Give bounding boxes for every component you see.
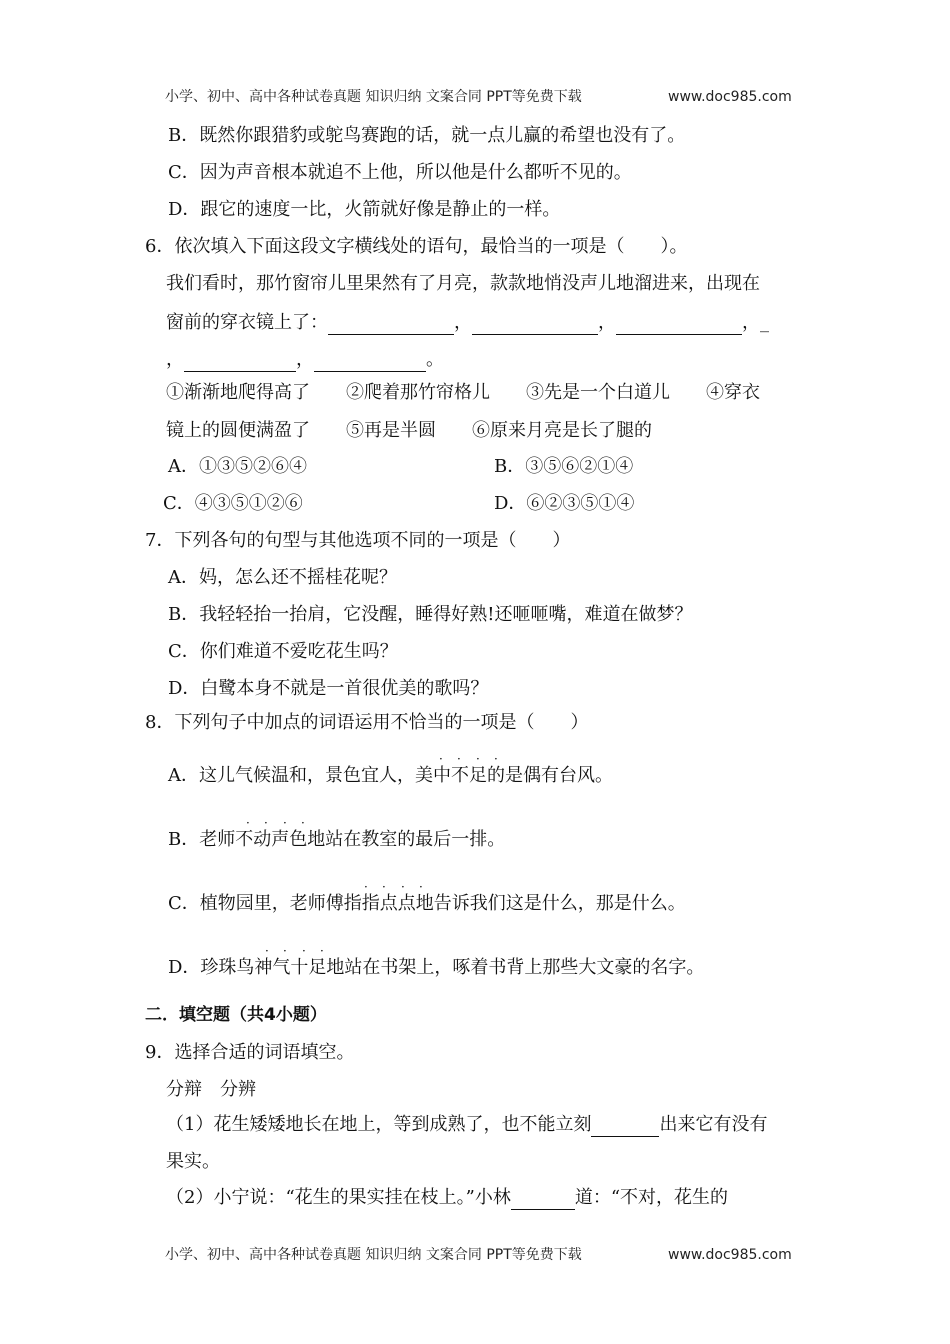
emphasis-dot: · (265, 944, 269, 958)
emphasis-dot: · (439, 752, 443, 766)
q6-blank-5[interactable] (314, 353, 426, 372)
q6-option-a: A．①③⑤②⑥④ (168, 456, 307, 477)
q5-option-c: C．因为声音根本就追不上他，所以他是什么都听不见的。 (168, 162, 632, 183)
q6-items-line1: ①渐渐地爬得高了 ②爬着那竹帘格儿 ③先是一个白道儿 ④穿衣 (166, 382, 760, 403)
emphasis-dot: · (246, 816, 250, 830)
q8-option-a: A．这儿气候温和，景色宜人，美中不足的是偶有台风。 (168, 765, 613, 786)
q6-option-c: C．④③⑤①②⑥ (163, 493, 303, 514)
q6-blank-2[interactable] (472, 316, 598, 335)
q6-passage-line3 (166, 348, 444, 372)
q7-stem: 7．下列各句的句型与其他选项不同的一项是（ ） (145, 530, 571, 551)
q6-passage-line1: 我们看时，那竹窗帘儿里果然有了月亮，款款地悄没声儿地溜进来，出现在 (166, 273, 760, 294)
emphasis-dot: · (302, 944, 306, 958)
q6-tail-mark: _ (760, 312, 769, 333)
q9-sentence-1 (166, 1113, 767, 1137)
q9-s1-blank[interactable] (591, 1118, 659, 1137)
q6-line3-comma: ， (166, 349, 184, 370)
q6-items-line2: 镜上的圆便满盈了 ⑤再是半圆 ⑥原来月亮是长了腿的 (166, 420, 652, 441)
q9-s2-part2: 道：“不对，花生的 (574, 1187, 729, 1208)
q7-option-a: A．妈，怎么还不摇桂花呢？ (168, 567, 397, 588)
emphasis-dot: · (320, 944, 324, 958)
page-footer-url[interactable]: www.doc985.com (668, 1247, 792, 1263)
emphasis-dot: · (283, 944, 287, 958)
q6-comma: ， (598, 312, 616, 333)
q8-stem: 8．下列句子中加点的词语运用不恰当的一项是（ ） (145, 712, 589, 733)
q8-option-d: D．珍珠鸟神气十足地站在书架上，啄着书背上那些大文豪的名字。 (168, 957, 705, 978)
emphasis-dot: · (301, 816, 305, 830)
emphasis-dot: · (283, 816, 287, 830)
q9-word-choices: 分辩 分辨 (166, 1079, 256, 1100)
q6-blank-1[interactable] (328, 316, 454, 335)
q9-stem: 9．选择合适的词语填空。 (145, 1042, 355, 1063)
q9-sentence-2 (166, 1186, 728, 1210)
page-header-text: 小学、初中、高中各种试卷真题 知识归纳 文案合同 PPT等免费下载 (165, 89, 582, 105)
q8-option-b: B．老师不动声色地站在教室的最后一排。 (168, 829, 506, 850)
emphasis-dot: · (401, 880, 405, 894)
emphasis-dot: · (382, 880, 386, 894)
emphasis-dot: · (364, 880, 368, 894)
q9-s2-part1: （2）小宁说：“花生的果实挂在枝上。”小林 (166, 1187, 511, 1208)
q8-option-c: C．植物园里，老师傅指指点点地告诉我们这是什么，那是什么。 (168, 893, 686, 914)
q6-passage-line2 (166, 311, 769, 335)
emphasis-dot: · (494, 752, 498, 766)
q7-option-c: C．你们难道不爱吃花生吗？ (168, 641, 398, 662)
q9-s1-part1: （1）花生矮矮地长在地上，等到成熟了，也不能立刻 (166, 1114, 592, 1135)
q9-s2-blank[interactable] (511, 1191, 575, 1210)
q6-option-b: B．③⑤⑥②①④ (494, 456, 634, 477)
q7-option-b: B．我轻轻抬一抬肩，它没醒，睡得好熟!还咂咂嘴，难道在做梦？ (168, 604, 693, 625)
q6-comma: ， (296, 349, 314, 370)
q6-comma: ， (454, 312, 472, 333)
q6-blank-3[interactable] (616, 316, 742, 335)
page-header-url[interactable]: www.doc985.com (668, 89, 792, 105)
section-title-fill-in: 二．填空题（共4小题） (145, 1005, 327, 1025)
emphasis-dot: · (264, 816, 268, 830)
q6-stem: 6．依次填入下面这段文字横线处的语句，最恰当的一项是（ ）。 (145, 236, 688, 257)
q6-comma: ， (742, 312, 760, 333)
emphasis-dot: · (457, 752, 461, 766)
q6-period: 。 (426, 349, 444, 370)
q7-option-d: D．白鹭本身不就是一首很优美的歌吗？ (168, 678, 489, 699)
page-footer-text: 小学、初中、高中各种试卷真题 知识归纳 文案合同 PPT等免费下载 (165, 1247, 582, 1263)
q6-passage-line2-prefix: 窗前的穿衣镜上了： (166, 312, 328, 333)
q5-option-d: D．跟它的速度一比，火箭就好像是静止的一样。 (168, 199, 561, 220)
q9-s1-part2: 出来它有没有 (659, 1114, 768, 1135)
q6-blank-4[interactable] (184, 353, 296, 372)
q9-sentence-1-line2: 果实。 (166, 1151, 220, 1172)
q6-option-d: D．⑥②③⑤①④ (494, 493, 635, 514)
emphasis-dot: · (419, 880, 423, 894)
emphasis-dot: · (476, 752, 480, 766)
q5-option-b: B．既然你跟猎豹或鸵鸟赛跑的话，就一点儿赢的希望也没有了。 (168, 125, 686, 146)
